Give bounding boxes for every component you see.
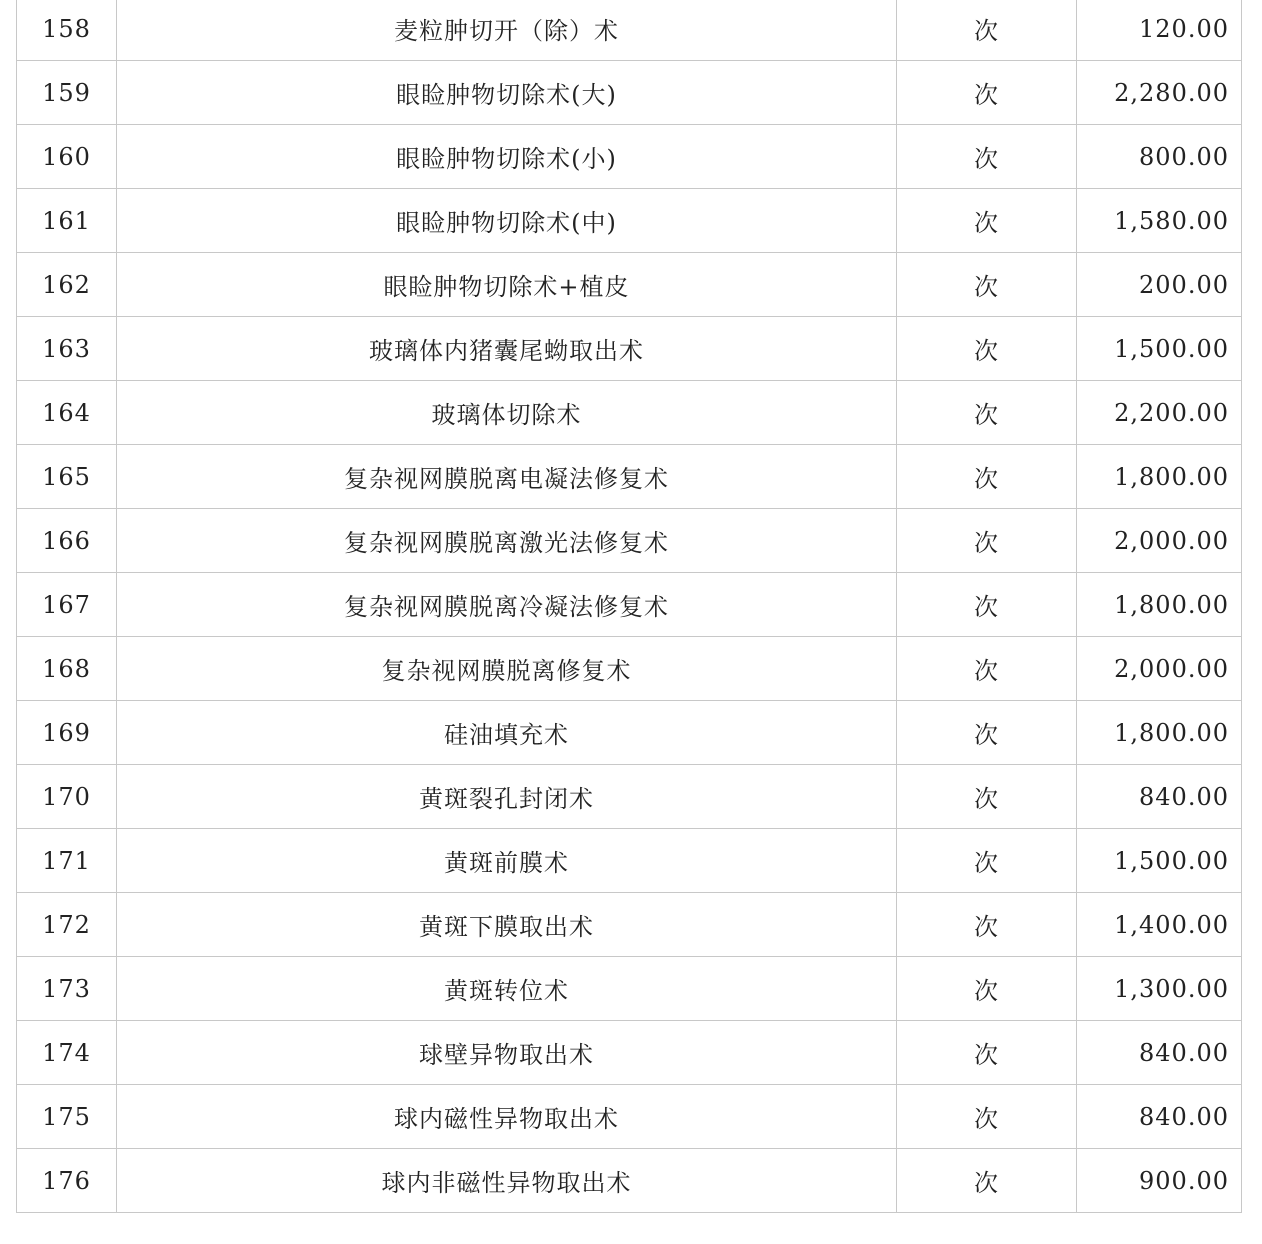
price: 1,800.00 [1077,445,1242,509]
table-row [17,0,1242,61]
procedure-name: 眼睑肿物切除术(小) [117,125,897,189]
unit: 次 [897,1021,1077,1085]
table-row [17,765,1242,829]
table-row [17,701,1242,765]
unit: 次 [897,765,1077,829]
procedure-name: 麦粒肿切开（除）术 [117,0,897,61]
price-table-body [17,0,1242,1213]
procedure-name: 复杂视网膜脱离修复术 [117,637,897,701]
row-number: 176 [17,1149,117,1213]
price: 1,500.00 [1077,317,1242,381]
unit: 次 [897,829,1077,893]
price-table [16,0,1242,1213]
unit: 次 [897,1149,1077,1213]
procedure-name: 玻璃体切除术 [117,381,897,445]
procedure-name: 眼睑肿物切除术+植皮 [117,253,897,317]
row-number: 165 [17,445,117,509]
procedure-name: 复杂视网膜脱离激光法修复术 [117,509,897,573]
unit: 次 [897,573,1077,637]
price: 800.00 [1077,125,1242,189]
table-row [17,573,1242,637]
row-number: 166 [17,509,117,573]
procedure-name: 黄斑下膜取出术 [117,893,897,957]
procedure-name: 眼睑肿物切除术(中) [117,189,897,253]
row-number: 160 [17,125,117,189]
row-number: 161 [17,189,117,253]
unit: 次 [897,0,1077,61]
unit: 次 [897,61,1077,125]
table-row [17,317,1242,381]
table-row [17,61,1242,125]
price: 840.00 [1077,1021,1242,1085]
procedure-name: 硅油填充术 [117,701,897,765]
table-row [17,509,1242,573]
procedure-name: 复杂视网膜脱离电凝法修复术 [117,445,897,509]
table-row [17,381,1242,445]
unit: 次 [897,893,1077,957]
procedure-name: 眼睑肿物切除术(大) [117,61,897,125]
unit: 次 [897,189,1077,253]
procedure-name: 球壁异物取出术 [117,1021,897,1085]
price: 1,400.00 [1077,893,1242,957]
row-number: 173 [17,957,117,1021]
unit: 次 [897,509,1077,573]
unit: 次 [897,701,1077,765]
procedure-name: 黄斑前膜术 [117,829,897,893]
table-row [17,893,1242,957]
row-number: 162 [17,253,117,317]
procedure-name: 复杂视网膜脱离冷凝法修复术 [117,573,897,637]
row-number: 159 [17,61,117,125]
price: 120.00 [1077,0,1242,61]
table-row [17,1021,1242,1085]
row-number: 175 [17,1085,117,1149]
price: 2,280.00 [1077,61,1242,125]
unit: 次 [897,445,1077,509]
procedure-name: 玻璃体内猪囊尾蚴取出术 [117,317,897,381]
unit: 次 [897,317,1077,381]
table-row [17,189,1242,253]
row-number: 168 [17,637,117,701]
price: 1,800.00 [1077,701,1242,765]
unit: 次 [897,125,1077,189]
unit: 次 [897,253,1077,317]
table-row [17,829,1242,893]
procedure-name: 黄斑转位术 [117,957,897,1021]
table-row [17,445,1242,509]
unit: 次 [897,1085,1077,1149]
procedure-name: 球内磁性异物取出术 [117,1085,897,1149]
row-number: 167 [17,573,117,637]
table-row [17,637,1242,701]
price: 200.00 [1077,253,1242,317]
price: 1,580.00 [1077,189,1242,253]
price: 2,200.00 [1077,381,1242,445]
row-number: 163 [17,317,117,381]
row-number: 171 [17,829,117,893]
row-number: 170 [17,765,117,829]
unit: 次 [897,381,1077,445]
table-row [17,1149,1242,1213]
table-row [17,125,1242,189]
price: 840.00 [1077,1085,1242,1149]
price: 840.00 [1077,765,1242,829]
price: 1,800.00 [1077,573,1242,637]
price: 2,000.00 [1077,637,1242,701]
price-table-container [16,0,1242,1213]
procedure-name: 球内非磁性异物取出术 [117,1149,897,1213]
price: 1,300.00 [1077,957,1242,1021]
row-number: 172 [17,893,117,957]
table-row [17,957,1242,1021]
row-number: 174 [17,1021,117,1085]
price: 2,000.00 [1077,509,1242,573]
row-number: 169 [17,701,117,765]
procedure-name: 黄斑裂孔封闭术 [117,765,897,829]
unit: 次 [897,637,1077,701]
table-row [17,253,1242,317]
unit: 次 [897,957,1077,1021]
row-number: 164 [17,381,117,445]
row-number: 158 [17,0,117,61]
price: 1,500.00 [1077,829,1242,893]
table-row [17,1085,1242,1149]
price: 900.00 [1077,1149,1242,1213]
